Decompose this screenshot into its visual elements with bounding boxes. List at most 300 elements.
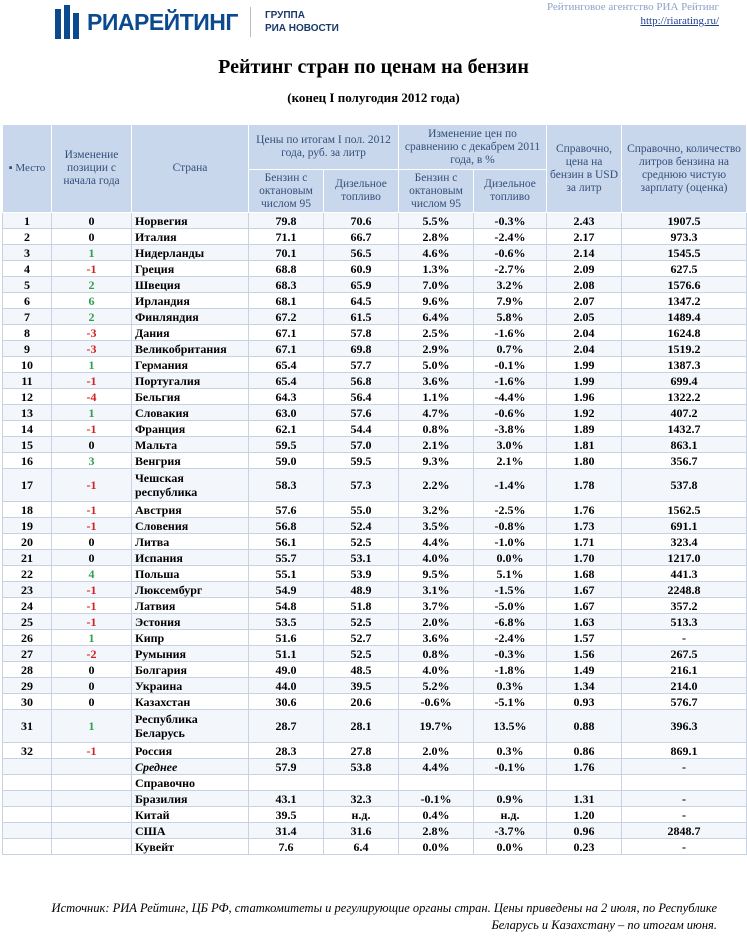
cell-change-95: 0.8% xyxy=(399,646,474,662)
cell-country: Китай xyxy=(132,807,249,823)
cell-liters: 407.2 xyxy=(622,405,747,421)
cell-change-95: 3.5% xyxy=(399,518,474,534)
cell-price-diesel: 52.5 xyxy=(324,614,399,630)
cell-price-95: 44.0 xyxy=(249,678,324,694)
cell-country: Австрия xyxy=(132,502,249,518)
cell-usd: 1.92 xyxy=(547,405,622,421)
cell-liters: 323.4 xyxy=(622,534,747,550)
cell-change: 0 xyxy=(52,229,132,245)
cell-usd: 1.99 xyxy=(547,357,622,373)
cell-place: 3 xyxy=(3,245,52,261)
cell-country: Эстония xyxy=(132,614,249,630)
cell-change-95: 0.8% xyxy=(399,421,474,437)
cell-country: Среднее xyxy=(132,759,249,775)
cell-change-diesel: -1.5% xyxy=(474,582,547,598)
cell-price-diesel: 6.4 xyxy=(324,839,399,855)
table-row xyxy=(3,775,747,791)
cell-price-diesel: 28.1 xyxy=(324,710,399,743)
cell-liters: 214.0 xyxy=(622,678,747,694)
cell-change-95: 2.5% xyxy=(399,325,474,341)
header-price-95: Бензин с октановым числом 95 xyxy=(249,170,324,213)
cell-change-95: 4.4% xyxy=(399,534,474,550)
table-row xyxy=(3,373,747,389)
cell-liters: - xyxy=(622,630,747,646)
cell-liters: 973.3 xyxy=(622,229,747,245)
agency-name: Рейтинговое агентство РИА Рейтинг xyxy=(546,1,719,13)
cell-change: -1 xyxy=(52,373,132,389)
cell-liters: 1347.2 xyxy=(622,293,747,309)
cell-price-diesel: 53.1 xyxy=(324,550,399,566)
cell-change: -1 xyxy=(52,261,132,277)
cell-change-95: -0.6% xyxy=(399,694,474,710)
table-row xyxy=(3,389,747,405)
cell-price-95: 65.4 xyxy=(249,373,324,389)
table-row xyxy=(3,405,747,421)
cell-price-diesel: 69.8 xyxy=(324,341,399,357)
header-change: Изменение позиции с начала года xyxy=(52,125,132,213)
cell-price-diesel: 70.6 xyxy=(324,213,399,229)
cell-change-diesel: 3.2% xyxy=(474,277,547,293)
table-row xyxy=(3,550,747,566)
cell-country: Норвегия xyxy=(132,213,249,229)
cell-price-diesel: 56.5 xyxy=(324,245,399,261)
cell-change: 0 xyxy=(52,678,132,694)
cell-price-95: 43.1 xyxy=(249,791,324,807)
cell-country: Болгария xyxy=(132,662,249,678)
cell-country: Кувейт xyxy=(132,839,249,855)
cell-country: Бельгия xyxy=(132,389,249,405)
table-row xyxy=(3,293,747,309)
cell-price-95: 55.1 xyxy=(249,566,324,582)
header-liters: Справочно, количество литров бензина на среднюю чистую зарплату (оценка) xyxy=(622,125,747,213)
cell-usd: 1.68 xyxy=(547,566,622,582)
cell-change-diesel xyxy=(474,775,547,791)
table-row xyxy=(3,743,747,759)
cell-change-diesel: 0.0% xyxy=(474,839,547,855)
cell-change: -2 xyxy=(52,646,132,662)
cell-liters: 396.3 xyxy=(622,710,747,743)
cell-change-diesel: -3.7% xyxy=(474,823,547,839)
cell-change: -1 xyxy=(52,582,132,598)
header-change-group: Изменение цен по сравнению с декабрем 2011 года, в % xyxy=(399,125,547,170)
logo-group: ГРУППА РИА НОВОСТИ xyxy=(264,10,339,34)
table-row xyxy=(3,341,747,357)
cell-price-95: 68.8 xyxy=(249,261,324,277)
header-change-diesel: Дизельное топливо xyxy=(474,170,547,213)
table-row xyxy=(3,421,747,437)
cell-usd: 0.88 xyxy=(547,710,622,743)
table-row xyxy=(3,534,747,550)
cell-place: 16 xyxy=(3,453,52,469)
cell-liters: 1907.5 xyxy=(622,213,747,229)
cell-country: Республика Беларусь xyxy=(132,710,249,743)
cell-usd: 1.89 xyxy=(547,421,622,437)
cell-country: Словакия xyxy=(132,405,249,421)
cell-usd: 1.34 xyxy=(547,678,622,694)
cell-change-95: 2.8% xyxy=(399,229,474,245)
cell-change: -3 xyxy=(52,325,132,341)
cell-usd: 1.20 xyxy=(547,807,622,823)
table-row xyxy=(3,229,747,245)
cell-price-95 xyxy=(249,775,324,791)
cell-change: -3 xyxy=(52,341,132,357)
agency-info xyxy=(547,0,719,28)
cell-change-95: 2.9% xyxy=(399,341,474,357)
table-row xyxy=(3,245,747,261)
cell-price-diesel: 31.6 xyxy=(324,823,399,839)
header-country: Страна xyxy=(132,125,249,213)
cell-usd: 1.49 xyxy=(547,662,622,678)
cell-price-95: 71.1 xyxy=(249,229,324,245)
cell-change-95: 5.5% xyxy=(399,213,474,229)
cell-price-95: 79.8 xyxy=(249,213,324,229)
header-change-95: Бензин с октановым числом 95 xyxy=(399,170,474,213)
cell-change: 1 xyxy=(52,710,132,743)
table-row xyxy=(3,582,747,598)
cell-change-diesel: 5.8% xyxy=(474,309,547,325)
cell-change: -1 xyxy=(52,743,132,759)
cell-change-diesel: -1.4% xyxy=(474,469,547,502)
cell-liters: 1489.4 xyxy=(622,309,747,325)
cell-change-95: 9.5% xyxy=(399,566,474,582)
cell-change-diesel: -6.8% xyxy=(474,614,547,630)
cell-usd: 1.76 xyxy=(547,759,622,775)
table-row xyxy=(3,662,747,678)
cell-place: 7 xyxy=(3,309,52,325)
header-prices-group: Цены по итогам I пол. 2012 года, руб. за литр xyxy=(249,125,399,170)
cell-change-diesel: -0.3% xyxy=(474,646,547,662)
cell-price-diesel: 55.0 xyxy=(324,502,399,518)
cell-place: 12 xyxy=(3,389,52,405)
cell-price-95: 51.6 xyxy=(249,630,324,646)
cell-price-diesel: 54.4 xyxy=(324,421,399,437)
cell-country: Справочно xyxy=(132,775,249,791)
cell-price-95: 30.6 xyxy=(249,694,324,710)
cell-usd: 1.81 xyxy=(547,437,622,453)
cell-liters: 2248.8 xyxy=(622,582,747,598)
cell-price-95: 58.3 xyxy=(249,469,324,502)
cell-place: 28 xyxy=(3,662,52,678)
cell-change-diesel: -0.6% xyxy=(474,245,547,261)
cell-change: 2 xyxy=(52,277,132,293)
cell-country: Украина xyxy=(132,678,249,694)
cell-change-95: 2.1% xyxy=(399,437,474,453)
cell-liters: 1545.5 xyxy=(622,245,747,261)
table-row xyxy=(3,710,747,743)
table-row xyxy=(3,694,747,710)
cell-country: Финляндия xyxy=(132,309,249,325)
cell-liters: 1519.2 xyxy=(622,341,747,357)
cell-place: 2 xyxy=(3,229,52,245)
cell-place: 9 xyxy=(3,341,52,357)
cell-change: -1 xyxy=(52,598,132,614)
cell-place: 29 xyxy=(3,678,52,694)
cell-change-diesel: -1.8% xyxy=(474,662,547,678)
cell-price-diesel: 59.5 xyxy=(324,453,399,469)
cell-price-diesel: 20.6 xyxy=(324,694,399,710)
cell-price-diesel: 66.7 xyxy=(324,229,399,245)
cell-change: -1 xyxy=(52,502,132,518)
cell-change xyxy=(52,807,132,823)
cell-usd: 1.67 xyxy=(547,582,622,598)
cell-place: 10 xyxy=(3,357,52,373)
cell-liters: 699.4 xyxy=(622,373,747,389)
cell-country: Польша xyxy=(132,566,249,582)
cell-price-diesel: 51.8 xyxy=(324,598,399,614)
cell-place: 5 xyxy=(3,277,52,293)
cell-change-95: 4.6% xyxy=(399,245,474,261)
cell-price-95: 67.2 xyxy=(249,309,324,325)
agency-url-link[interactable]: http://riarating.ru/ xyxy=(640,15,719,27)
cell-change-95: 3.7% xyxy=(399,598,474,614)
cell-place: 23 xyxy=(3,582,52,598)
cell-place: 18 xyxy=(3,502,52,518)
cell-change-95: 4.7% xyxy=(399,405,474,421)
cell-usd: 2.43 xyxy=(547,213,622,229)
cell-place: 24 xyxy=(3,598,52,614)
header-place: ▪ Место xyxy=(3,125,52,213)
cell-price-95: 63.0 xyxy=(249,405,324,421)
cell-place: 21 xyxy=(3,550,52,566)
cell-price-95: 59.5 xyxy=(249,437,324,453)
cell-country: Великобритания xyxy=(132,341,249,357)
table-row xyxy=(3,566,747,582)
cell-change xyxy=(52,839,132,855)
cell-price-diesel: 61.5 xyxy=(324,309,399,325)
cell-usd: 1.99 xyxy=(547,373,622,389)
cell-change: 4 xyxy=(52,566,132,582)
cell-price-95: 7.6 xyxy=(249,839,324,855)
cell-price-diesel: 57.6 xyxy=(324,405,399,421)
cell-price-95: 53.5 xyxy=(249,614,324,630)
cell-country: Греция xyxy=(132,261,249,277)
cell-price-diesel: 48.9 xyxy=(324,582,399,598)
cell-liters: 1387.3 xyxy=(622,357,747,373)
cell-usd: 1.56 xyxy=(547,646,622,662)
cell-change-95: 2.2% xyxy=(399,469,474,502)
cell-country: Казахстан xyxy=(132,694,249,710)
cell-place: 19 xyxy=(3,518,52,534)
cell-change-95 xyxy=(399,775,474,791)
cell-change-diesel: -3.8% xyxy=(474,421,547,437)
cell-place: 1 xyxy=(3,213,52,229)
cell-country: США xyxy=(132,823,249,839)
cell-place: 20 xyxy=(3,534,52,550)
cell-place xyxy=(3,807,52,823)
cell-change-95: 2.8% xyxy=(399,823,474,839)
cell-place: 31 xyxy=(3,710,52,743)
cell-country: Чешская республика xyxy=(132,469,249,502)
cell-change-diesel: -5.1% xyxy=(474,694,547,710)
cell-change-diesel: 0.7% xyxy=(474,341,547,357)
cell-place: 4 xyxy=(3,261,52,277)
logo-text: РИАРЕЙТИНГ xyxy=(87,8,238,35)
cell-liters: 869.1 xyxy=(622,743,747,759)
cell-liters: - xyxy=(622,839,747,855)
cell-place xyxy=(3,839,52,855)
ria-rating-logo xyxy=(55,2,339,42)
cell-place: 6 xyxy=(3,293,52,309)
cell-liters: 1322.2 xyxy=(622,389,747,405)
table-row xyxy=(3,646,747,662)
cell-change: 1 xyxy=(52,630,132,646)
cell-country: Нидерланды xyxy=(132,245,249,261)
cell-change: 1 xyxy=(52,245,132,261)
cell-price-diesel: 65.9 xyxy=(324,277,399,293)
cell-place: 26 xyxy=(3,630,52,646)
cell-change-95: 1.3% xyxy=(399,261,474,277)
ria-logo-mark-icon xyxy=(55,5,81,39)
table-row xyxy=(3,325,747,341)
cell-change-95: 0.4% xyxy=(399,807,474,823)
cell-price-diesel: 53.9 xyxy=(324,566,399,582)
cell-change-95: 0.0% xyxy=(399,839,474,855)
cell-country: Франция xyxy=(132,421,249,437)
cell-price-95: 64.3 xyxy=(249,389,324,405)
cell-change: 6 xyxy=(52,293,132,309)
cell-usd: 2.08 xyxy=(547,277,622,293)
cell-change-diesel: 0.3% xyxy=(474,678,547,694)
cell-change xyxy=(52,775,132,791)
cell-price-diesel: н.д. xyxy=(324,807,399,823)
cell-change-diesel: н.д. xyxy=(474,807,547,823)
cell-change-diesel: -0.1% xyxy=(474,357,547,373)
cell-liters: 216.1 xyxy=(622,662,747,678)
cell-usd: 0.23 xyxy=(547,839,622,855)
table-row xyxy=(3,309,747,325)
cell-price-diesel: 57.0 xyxy=(324,437,399,453)
cell-change-diesel: -0.3% xyxy=(474,213,547,229)
cell-place: 25 xyxy=(3,614,52,630)
cell-change-diesel: -4.4% xyxy=(474,389,547,405)
cell-liters: 267.5 xyxy=(622,646,747,662)
cell-usd: 1.57 xyxy=(547,630,622,646)
cell-change-95: 1.1% xyxy=(399,389,474,405)
cell-liters: 1576.6 xyxy=(622,277,747,293)
cell-change: 0 xyxy=(52,694,132,710)
cell-usd: 2.17 xyxy=(547,229,622,245)
cell-liters xyxy=(622,775,747,791)
cell-usd: 2.04 xyxy=(547,325,622,341)
cell-usd: 1.31 xyxy=(547,791,622,807)
cell-change-diesel: -2.4% xyxy=(474,229,547,245)
cell-country: Кипр xyxy=(132,630,249,646)
cell-country: Дания xyxy=(132,325,249,341)
logo-divider xyxy=(250,7,251,37)
cell-change-95: 19.7% xyxy=(399,710,474,743)
cell-price-diesel: 57.3 xyxy=(324,469,399,502)
cell-change-diesel: 0.3% xyxy=(474,743,547,759)
cell-usd: 1.67 xyxy=(547,598,622,614)
cell-country: Литва xyxy=(132,534,249,550)
cell-liters: 627.5 xyxy=(622,261,747,277)
cell-country: Ирландия xyxy=(132,293,249,309)
cell-liters: 1624.8 xyxy=(622,325,747,341)
cell-country: Латвия xyxy=(132,598,249,614)
cell-usd: 1.80 xyxy=(547,453,622,469)
cell-price-diesel: 57.8 xyxy=(324,325,399,341)
table-row xyxy=(3,502,747,518)
cell-price-diesel: 32.3 xyxy=(324,791,399,807)
cell-usd: 1.96 xyxy=(547,389,622,405)
cell-change-95: 9.6% xyxy=(399,293,474,309)
cell-price-95: 68.3 xyxy=(249,277,324,293)
cell-change: 2 xyxy=(52,309,132,325)
cell-price-diesel: 57.7 xyxy=(324,357,399,373)
page-subtitle: (конец I полугодия 2012 года) xyxy=(287,90,460,105)
header-usd: Справочно, цена на бензин в USD за литр xyxy=(547,125,622,213)
cell-usd: 1.76 xyxy=(547,502,622,518)
cell-country: Венгрия xyxy=(132,453,249,469)
cell-change-diesel: -0.8% xyxy=(474,518,547,534)
cell-price-diesel xyxy=(324,775,399,791)
cell-price-95: 51.1 xyxy=(249,646,324,662)
cell-country: Португалия xyxy=(132,373,249,389)
cell-liters: 513.3 xyxy=(622,614,747,630)
cell-change-95: -0.1% xyxy=(399,791,474,807)
cell-usd: 1.71 xyxy=(547,534,622,550)
cell-change: 0 xyxy=(52,550,132,566)
cell-change: -1 xyxy=(52,518,132,534)
cell-price-95: 68.1 xyxy=(249,293,324,309)
cell-price-95: 62.1 xyxy=(249,421,324,437)
cell-price-diesel: 56.4 xyxy=(324,389,399,405)
cell-change-diesel: -2.7% xyxy=(474,261,547,277)
cell-change-diesel: -1.6% xyxy=(474,373,547,389)
cell-liters: 356.7 xyxy=(622,453,747,469)
cell-price-diesel: 52.5 xyxy=(324,646,399,662)
table-row xyxy=(3,469,747,502)
page-title: Рейтинг стран по ценам на бензин xyxy=(218,56,529,78)
table-row xyxy=(3,518,747,534)
cell-place xyxy=(3,823,52,839)
cell-price-diesel: 52.7 xyxy=(324,630,399,646)
cell-price-diesel: 53.8 xyxy=(324,759,399,775)
cell-liters: 441.3 xyxy=(622,566,747,582)
cell-change: 0 xyxy=(52,534,132,550)
cell-price-diesel: 52.4 xyxy=(324,518,399,534)
cell-usd: 2.04 xyxy=(547,341,622,357)
cell-price-95: 59.0 xyxy=(249,453,324,469)
cell-place: 17 xyxy=(3,469,52,502)
header-price-diesel: Дизельное топливо xyxy=(324,170,399,213)
cell-liters: 2848.7 xyxy=(622,823,747,839)
cell-place: 27 xyxy=(3,646,52,662)
cell-liters: 863.1 xyxy=(622,437,747,453)
cell-country: Италия xyxy=(132,229,249,245)
table-row xyxy=(3,807,747,823)
table-row xyxy=(3,437,747,453)
cell-liters: - xyxy=(622,759,747,775)
cell-liters: - xyxy=(622,807,747,823)
cell-price-diesel: 48.5 xyxy=(324,662,399,678)
cell-change-95: 5.0% xyxy=(399,357,474,373)
cell-liters: 576.7 xyxy=(622,694,747,710)
cell-liters: 1562.5 xyxy=(622,502,747,518)
cell-price-95: 56.8 xyxy=(249,518,324,534)
cell-change-diesel: -2.5% xyxy=(474,502,547,518)
cell-liters: 357.2 xyxy=(622,598,747,614)
cell-price-95: 39.5 xyxy=(249,807,324,823)
cell-change-diesel: 0.0% xyxy=(474,550,547,566)
cell-price-95: 70.1 xyxy=(249,245,324,261)
cell-usd: 1.70 xyxy=(547,550,622,566)
table-row xyxy=(3,630,747,646)
cell-change: -1 xyxy=(52,469,132,502)
table-row xyxy=(3,823,747,839)
cell-country: Швеция xyxy=(132,277,249,293)
cell-price-95: 28.7 xyxy=(249,710,324,743)
